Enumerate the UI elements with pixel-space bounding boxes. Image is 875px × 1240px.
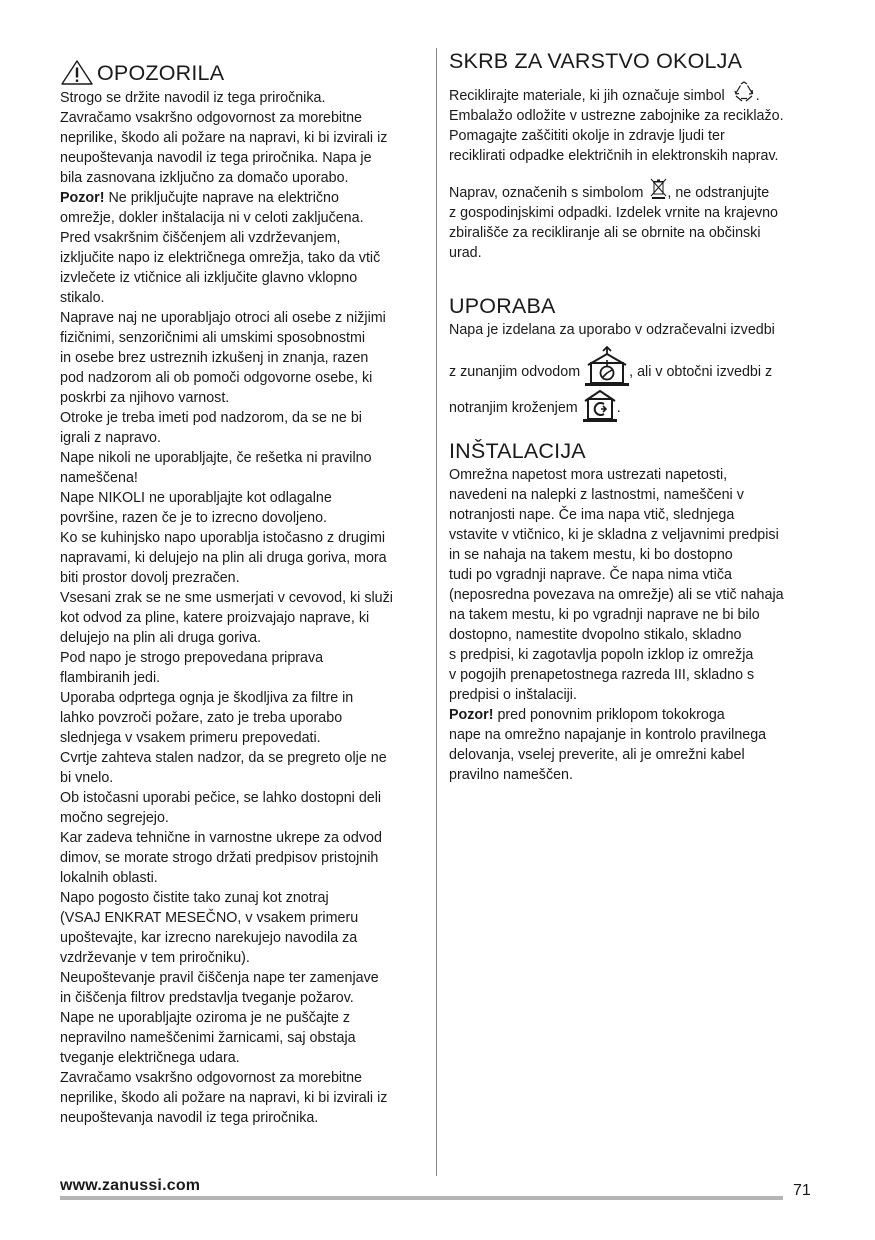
warnings-line: biti prostor dovolj prezračen. bbox=[60, 570, 240, 586]
environment-line: z gospodinjskimi odpadki. Izdelek vrnite na krajevno bbox=[449, 205, 779, 221]
warnings-line: vzdrževanje v tem priročniku). bbox=[60, 950, 250, 966]
environment-text bbox=[449, 81, 825, 263]
warnings-line: Kar zadeva tehnične in varnostne ukrepe za odvod bbox=[60, 830, 382, 846]
usage-internal-end: . bbox=[616, 400, 621, 416]
warnings-line: močno segrejejo. bbox=[60, 810, 169, 826]
installation-line: nape na omrežno napajanje in kontrolo pravilnega bbox=[449, 727, 767, 743]
warnings-column bbox=[60, 58, 426, 1128]
warnings-line: Zavračamo vsakršno odgovornost za morebitne bbox=[60, 1070, 362, 1086]
warning-triangle-icon bbox=[60, 59, 94, 86]
warnings-line: in čiščenja filtrov predstavlja tveganje požarov. bbox=[60, 990, 354, 1006]
warnings-line: Uporaba odprtega ognja je škodljiva za filtre in bbox=[60, 690, 354, 706]
usage-line-2 bbox=[449, 346, 825, 386]
warnings-line: Neupoštevanje pravil čiščenja nape ter zamenjave bbox=[60, 970, 379, 986]
installation-pozor-line bbox=[449, 705, 825, 725]
warnings-line: omrežje, dokler inštalacija ni v celoti zaključena. bbox=[60, 210, 364, 226]
warnings-text bbox=[60, 88, 426, 1128]
installation-line: v pogojih prenapetostnega razreda III, skladno s bbox=[449, 667, 755, 683]
usage-recirc-text: , ali v obtočni izvedbi z bbox=[629, 364, 773, 380]
installation-line: dostopno, namestite dvopolno stikalo, skladno bbox=[449, 627, 742, 643]
warnings-line: Otroke je treba imeti pod nadzorom, da se ne bi bbox=[60, 410, 362, 426]
warnings-line: Nape NIKOLI ne uporabljajte kot odlagalne bbox=[60, 490, 332, 506]
footer-rule bbox=[60, 1196, 783, 1200]
warnings-line: delujejo na plin ali druga goriva. bbox=[60, 630, 262, 646]
pozor-text: pred ponovnim priklopom tokokroga bbox=[493, 707, 725, 723]
pozor-text: Ne priključujte naprave na električno bbox=[104, 190, 339, 206]
warnings-line: Strogo se držite navodil iz tega priročnika. bbox=[60, 90, 326, 106]
installation-text bbox=[449, 465, 825, 785]
usage-line-3 bbox=[449, 388, 825, 422]
warnings-line: Pod napo je strogo prepovedana priprava bbox=[60, 650, 324, 666]
usage-line-1: Napa je izdelana za uporabo v odzračevalni izvedbi bbox=[449, 322, 775, 338]
installation-line: s predpisi, ki zagotavlja popoln izklop iz omrežja bbox=[449, 647, 754, 663]
environment-section bbox=[449, 48, 825, 263]
footer-url: www.zanussi.com bbox=[60, 1177, 201, 1194]
warnings-line: Cvrtje zahteva stalen nadzor, da se pregreto olje ne bbox=[60, 750, 387, 766]
warnings-line: izključite napo iz električnega omrežja, tako da vtič bbox=[60, 250, 381, 266]
environment-line: Pomagajte zaščititi okolje in zdravje ljudi ter bbox=[449, 128, 725, 144]
usage-internal-text: notranjim kroženjem bbox=[449, 400, 578, 416]
warnings-line: Vsesani zrak se ne sme usmerjati v cevovod, ki služi bbox=[60, 590, 393, 606]
environment-line: urad. bbox=[449, 245, 482, 261]
warnings-line: kot odvod za pline, katere proizvajajo naprave, ki bbox=[60, 610, 370, 626]
warnings-line: lahko povzroči požare, zato je treba uporabo bbox=[60, 710, 343, 726]
warnings-line: neprilike, škodo ali požare na napravi, ki bi izvirali iz bbox=[60, 1090, 388, 1106]
warnings-line: pod nadzorom ali ob pomoči odgovorne osebe, ki bbox=[60, 370, 373, 386]
recycle-icon bbox=[732, 81, 756, 103]
warnings-line: upoštevajte, kar izrecno narekujejo navodila za bbox=[60, 930, 358, 946]
warnings-line: Nape ne uporabljajte oziroma je ne puščajte z bbox=[60, 1010, 351, 1026]
warnings-line: igrali z napravo. bbox=[60, 430, 161, 446]
usage-text bbox=[449, 320, 825, 422]
weee-text-end: , ne odstranjujte bbox=[667, 185, 770, 201]
right-column bbox=[449, 48, 825, 785]
warnings-pozor-line bbox=[60, 188, 426, 208]
warnings-line: (VSAJ ENKRAT MESEČNO, v vsakem primeru bbox=[60, 910, 359, 926]
installation-line: navedeni na nalepki z lastnostmi, nameščeni v bbox=[449, 487, 744, 503]
warnings-line: Nape nikoli ne uporabljajte, če rešetka ni pravilno bbox=[60, 450, 372, 466]
warnings-heading bbox=[60, 58, 426, 86]
warnings-line: poskrbi za njihovo varnost. bbox=[60, 390, 230, 406]
warnings-line: in osebe brez ustreznih izkušenj in znanja, razen bbox=[60, 350, 369, 366]
installation-line: pravilno nameščen. bbox=[449, 767, 573, 783]
weee-line bbox=[449, 178, 825, 203]
warnings-line: slednjega v vsakem primeru prepovedati. bbox=[60, 730, 321, 746]
pozor-label: Pozor! bbox=[449, 707, 494, 723]
installation-line: tudi po vgradnji naprave. Če napa nima vtiča bbox=[449, 567, 732, 583]
warnings-line: flambiranih jedi. bbox=[60, 670, 161, 686]
warnings-title: OPOZORILA bbox=[97, 61, 225, 85]
warnings-line: lokalnih oblasti. bbox=[60, 870, 158, 886]
warnings-line: neprilike, škodo ali požare na napravi, ki bi izvirali iz bbox=[60, 130, 388, 146]
warnings-line: dimov, se morate strogo držati predpisov pristojnih bbox=[60, 850, 379, 866]
warnings-line: neupoštevanja navodil iz tega priročnika. bbox=[60, 1110, 319, 1126]
crossed-bin-icon bbox=[650, 178, 667, 200]
warnings-line: nameščena! bbox=[60, 470, 138, 486]
installation-line: predpisi o inštalaciji. bbox=[449, 687, 577, 703]
warnings-line: površine, razen če je to izrecno dovoljeno. bbox=[60, 510, 328, 526]
recycle-line bbox=[449, 81, 825, 106]
warnings-line: nepravilno nameščenimi žarnicami, saj obstaja bbox=[60, 1030, 356, 1046]
warnings-line: Zavračamo vsakršno odgovornost za morebitne bbox=[60, 110, 362, 126]
installation-title: INŠTALACIJA bbox=[449, 439, 586, 463]
warnings-line: napravami, ki delujejo na plin ali druga goriva, mora bbox=[60, 550, 387, 566]
warnings-line: Ko se kuhinjsko napo uporablja istočasno z drugimi bbox=[60, 530, 386, 546]
warnings-line: bila zasnovana izključno za domačo uporabo. bbox=[60, 170, 349, 186]
environment-line: zbirališče za recikliranje ali se obrnite na občinski bbox=[449, 225, 761, 241]
warnings-line: Pred vsakršnim čiščenjem ali vzdrževanjem, bbox=[60, 230, 341, 246]
weee-text: Naprav, označenih s simbolom bbox=[449, 185, 644, 201]
installation-line: Omrežna napetost mora ustrezati napetosti, bbox=[449, 467, 728, 483]
warnings-line: Ob istočasni uporabi pečice, se lahko dostopni deli bbox=[60, 790, 382, 806]
pozor-label: Pozor! bbox=[60, 190, 105, 206]
recirculation-icon bbox=[583, 388, 617, 422]
page-number: 71 bbox=[793, 1182, 811, 1199]
installation-line: delovanja, vselej preverite, ali je omrežni kabel bbox=[449, 747, 745, 763]
usage-ducted-text: z zunanjim odvodom bbox=[449, 364, 581, 380]
warnings-line: fizičnimi, senzoričnimi ali umskimi sposobnostmi bbox=[60, 330, 366, 346]
installation-section bbox=[449, 438, 825, 785]
warnings-line: Naprave naj ne uporabljajo otroci ali osebe z nižjimi bbox=[60, 310, 386, 326]
environment-line: reciklirati odpadke električnih in elektronskih naprav. bbox=[449, 148, 779, 164]
installation-line: notranjosti nape. Če ima napa vtič, slednjega bbox=[449, 507, 735, 523]
installation-line: in se nahaja na takem mestu, ki bo dostopno bbox=[449, 547, 733, 563]
warnings-line: bi vnelo. bbox=[60, 770, 114, 786]
warnings-line: tveganje električnega udara. bbox=[60, 1050, 240, 1066]
ducted-extraction-icon bbox=[585, 346, 629, 386]
warnings-line: izvlečete iz vtičnice ali izključite glavno vklopno bbox=[60, 270, 358, 286]
installation-line: na takem mestu, ki po vgradnji naprave ne bi bilo bbox=[449, 607, 760, 623]
warnings-line: neupoštevanja navodil iz tega priročnika. Napa je bbox=[60, 150, 372, 166]
recycle-text: Reciklirajte materiale, ki jih označuje simbol bbox=[449, 88, 725, 104]
environment-line: Embalažo odložite v ustrezne zabojnike za reciklažo. bbox=[449, 108, 784, 124]
warnings-line: Napo pogosto čistite tako zunaj kot znotraj bbox=[60, 890, 329, 906]
warnings-line: stikalo. bbox=[60, 290, 105, 306]
usage-section bbox=[449, 293, 825, 422]
usage-title: UPORABA bbox=[449, 294, 556, 318]
installation-line: (neposredna povezava na omrežje) ali se vtič nahaja bbox=[449, 587, 784, 603]
recycle-end: . bbox=[755, 88, 760, 104]
column-divider bbox=[436, 48, 437, 1176]
installation-line: vstavite v vtičnico, ki je skladna z veljavnimi predpisi bbox=[449, 527, 779, 543]
environment-title: SKRB ZA VARSTVO OKOLJA bbox=[449, 49, 743, 73]
